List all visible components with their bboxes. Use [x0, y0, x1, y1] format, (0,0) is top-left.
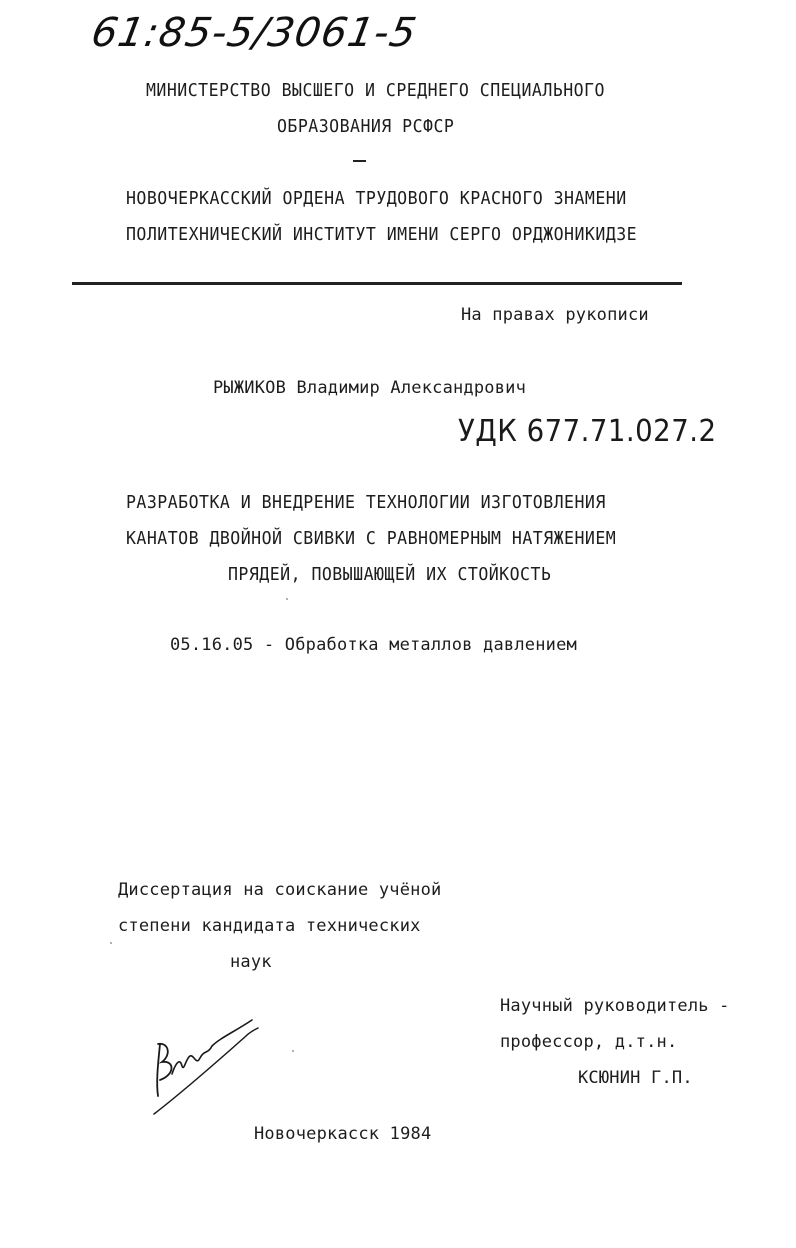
author-name: РЫЖИКОВ Владимир Александрович [213, 378, 527, 398]
title-line-2: КАНАТОВ ДВОЙНОЙ СВИВКИ С РАВНОМЕРНЫМ НАТЯЖЕНИЕМ [126, 528, 617, 549]
supervisor-line-2: профессор, д.т.н. [500, 1032, 678, 1052]
manuscript-rights: На правах рукописи [461, 305, 649, 325]
supervisor-name: КСЮНИН Г.П. [578, 1068, 693, 1088]
horizontal-rule [72, 282, 682, 285]
degree-line-3: наук [230, 952, 272, 972]
archive-code: 61:85-5/3061-5 [87, 10, 421, 56]
paper-speck [286, 598, 288, 600]
institute-line-1: НОВОЧЕРКАССКИЙ ОРДЕНА ТРУДОВОГО КРАСНОГО ЗНАМЕНИ [126, 188, 627, 209]
ministry-line-1: МИНИСТЕРСТВО ВЫСШЕГО И СРЕДНЕГО СПЕЦИАЛЬНОГО [146, 80, 605, 101]
handwritten-signature [150, 1014, 270, 1124]
separator-dash [353, 160, 366, 162]
udk-code: УДК 677.71.027.2 [458, 414, 717, 449]
degree-line-1: Диссертация на соискание учёной [118, 880, 442, 900]
institute-line-2: ПОЛИТЕХНИЧЕСКИЙ ИНСТИТУТ ИМЕНИ СЕРГО ОРДЖОНИКИДЗЕ [126, 224, 638, 245]
city-year: Новочеркасск 1984 [254, 1124, 432, 1144]
degree-line-2: степени кандидата технических [118, 916, 421, 936]
specialty-code: 05.16.05 - Обработка металлов давлением [170, 635, 577, 655]
paper-speck [292, 1050, 294, 1052]
title-line-1: РАЗРАБОТКА И ВНЕДРЕНИЕ ТЕХНОЛОГИИ ИЗГОТОВЛЕНИЯ [126, 492, 606, 513]
title-line-3: ПРЯДЕЙ, ПОВЫШАЮЩЕЙ ИХ СТОЙКОСТЬ [228, 564, 552, 585]
ministry-line-2: ОБРАЗОВАНИЯ РСФСР [277, 116, 455, 137]
paper-speck [110, 942, 112, 944]
supervisor-line-1: Научный руководитель - [500, 996, 730, 1016]
